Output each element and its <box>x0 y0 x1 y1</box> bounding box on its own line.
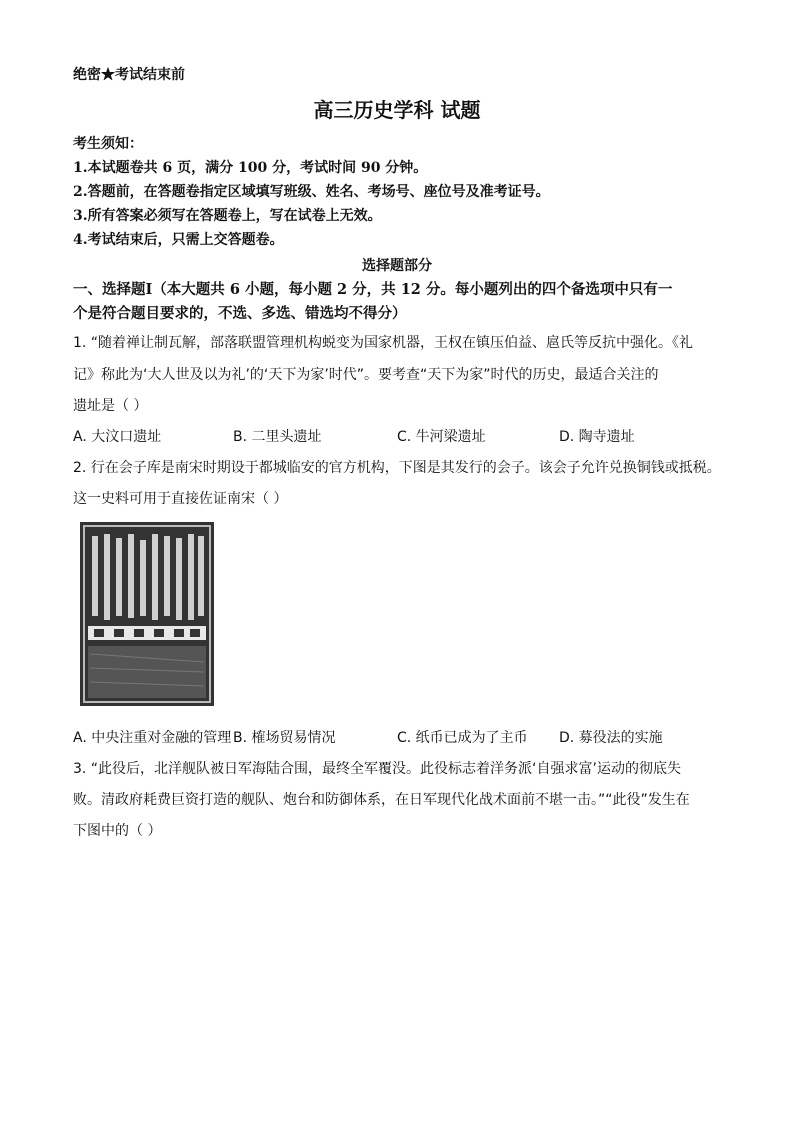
question-1-text: 记》称此为‘大人世及以为礼’的‘天下为家’时代”。要考查“天下为家”时代的历史，最适合关注的 <box>73 367 659 383</box>
question-3-text: 3. “此役后，北洋舰队被日军海陆合围，最终全军覆没。此役标志着洋务派‘自强求富’运动的彻底失 <box>73 761 681 777</box>
question-1-option-b[interactable]: B. 二里头遗址 <box>233 429 322 445</box>
question-1-option-a[interactable]: A. 大汶口遗址 <box>73 429 162 445</box>
notice-item: 1.本试题卷共 6 页，满分 100 分，考试时间 90 分钟。 <box>73 160 428 176</box>
notice-item: 4.考试结束后，只需上交答题卷。 <box>73 232 284 248</box>
question-2-option-b[interactable]: B. 榷场贸易情况 <box>233 730 336 746</box>
exam-title: 高三历史学科 试题 <box>313 98 481 122</box>
question-2-text: 这一史料可用于直接佐证南宋（ ） <box>73 491 288 507</box>
confidential-label: 绝密★考试结束前 <box>73 67 185 83</box>
notice-heading: 考生须知： <box>73 136 143 152</box>
section-title: 选择题部分 <box>362 258 432 274</box>
question-1-text: 遗址是（ ） <box>73 398 148 414</box>
question-3-text: 败。清政府耗费巨资打造的舰队、炮台和防御体系，在日军现代化战术面前不堪一击。”“此役”发生在 <box>73 792 690 808</box>
question-2-option-c[interactable]: C. 纸币已成为了主币 <box>397 730 528 746</box>
question-2-option-d[interactable]: D. 募役法的实施 <box>559 730 663 746</box>
notice-item: 3.所有答案必须写在答题卷上，写在试卷上无效。 <box>73 208 382 224</box>
question-2-text: 2. 行在会子库是南宋时期设于都城临安的官方机构，下图是其发行的会子。该会子允许兑换铜钱或抵税。 <box>73 460 721 476</box>
question-1-option-d[interactable]: D. 陶寺遗址 <box>559 429 635 445</box>
part-instructions: 一、选择题Ⅰ（本大题共 6 小题，每小题 2 分，共 12 分。每小题列出的四个备选项中只有一 <box>73 281 673 298</box>
question-1-text: 1. “随着禅让制瓦解，部落联盟管理机构蜕变为国家机器，王权在镇压伯益、扈氏等反抗中强化。《礼 <box>73 335 694 351</box>
question-1-option-c[interactable]: C. 牛河梁遗址 <box>397 429 486 445</box>
notice-item: 2.答题前，在答题卷指定区域填写班级、姓名、考场号、座位号及准考证号。 <box>73 184 550 200</box>
part-instructions: 个是符合题目要求的，不选、多选、错选均不得分） <box>73 305 407 322</box>
question-2-option-a[interactable]: A. 中央注重对金融的管理 <box>73 730 232 746</box>
question-3-text: 下图中的（ ） <box>73 823 162 839</box>
huizi-banknote-image <box>80 522 214 706</box>
